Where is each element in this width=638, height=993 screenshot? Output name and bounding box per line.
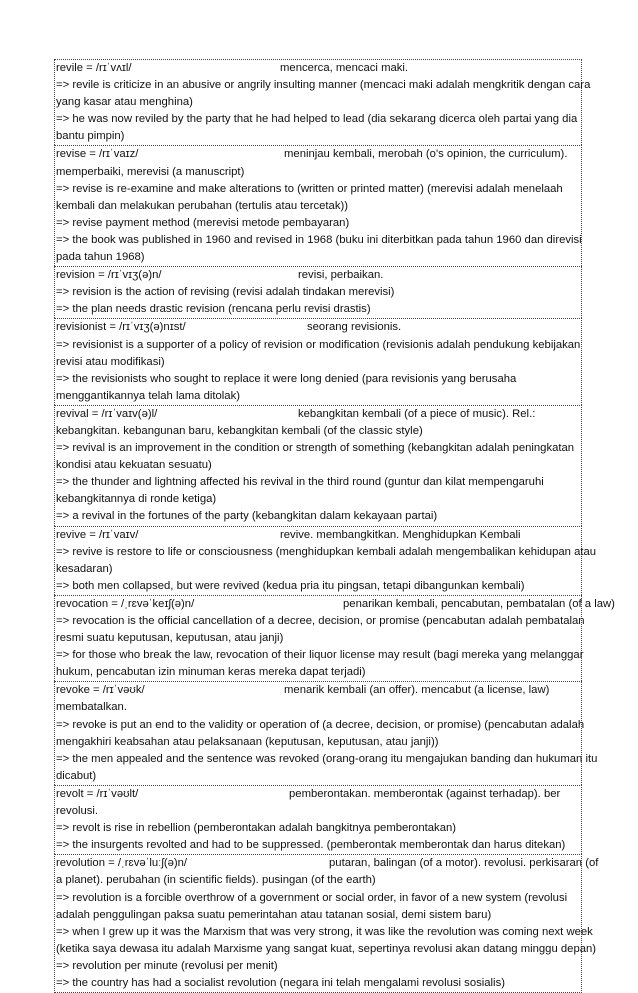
entry-term: revocation = /ˌrɛvəˈkeɪʃ(ə)n/ xyxy=(56,597,195,610)
vocabulary-document xyxy=(54,59,615,993)
example-line: bantu pimpin) xyxy=(56,130,125,143)
example-line: => the country has had a socialist revolution (negara ini telah mengalami revolusi sosialis) xyxy=(56,976,505,989)
example-line: yang kasar atau menghina) xyxy=(56,96,193,109)
example-line: menggantikannya telah lama ditolak) xyxy=(56,389,240,402)
example-line: kondisi atau kekuatan sesuatu) xyxy=(56,459,212,472)
example-line: => the plan needs drastic revision (rencana perlu revisi drastis) xyxy=(56,303,371,316)
entry-definition-continued: kebangkitan. kebangunan baru, kebangkitan kembali (of the classic style) xyxy=(56,424,423,437)
entry-term: revisionist = /rɪˈvɪʒ(ə)nɪst/ xyxy=(56,321,186,334)
dictionary-entry xyxy=(54,405,582,526)
example-line: => revisionist is a supporter of a policy of revision or modification (revisionis adalah pendukung kebijakan xyxy=(56,338,581,351)
entry-term: revise = /rɪˈvaɪz/ xyxy=(56,148,139,161)
example-sentence xyxy=(55,837,581,854)
example-sentence xyxy=(55,544,597,578)
entry-definition: revive. membangkitkan. Menghidupkan Kembali xyxy=(280,528,521,541)
entry-headline xyxy=(55,596,615,613)
example-sentence xyxy=(55,958,581,975)
entry-definition: penarikan kembali, pencabutan, pembatalan (of a law) xyxy=(343,597,615,610)
example-sentence xyxy=(55,77,591,111)
dictionary-entry xyxy=(54,59,591,145)
entry-definition: mencerca, mencaci maki. xyxy=(280,62,409,74)
entry-definition: putaran, balingan (of a motor). revolusi. perkisaran (of xyxy=(329,857,599,870)
example-line: => a revival in the fortunes of the party (kebangkitan dalam kekayaan partai) xyxy=(56,510,438,523)
dictionary-entry xyxy=(54,785,582,854)
example-line: => the book was published in 1960 and revised in 1968 (buku ini diterbitkan pada tahun 1960 dan direvisi xyxy=(56,233,582,246)
entry-definition: revisi, perbaikan. xyxy=(298,269,384,282)
example-line: => when I grew up it was the Marxism that was very strong, it was like the revolution was coming next week xyxy=(56,925,593,938)
dictionary-entry xyxy=(54,318,582,404)
example-sentence xyxy=(55,111,581,145)
entry-term: revolt = /rɪˈvəʊlt/ xyxy=(56,787,139,800)
example-line: pada tahun 1968) xyxy=(56,251,145,264)
example-sentence xyxy=(55,717,585,751)
entry-definition: pemberontakan. memberontak (against terhadap). ber xyxy=(289,787,561,800)
example-line: resmi suatu keputusan, keputusan, atau janji) xyxy=(56,632,284,645)
entry-definition-continued: a planet). perubahan (in scientific fields). pusingan (of the earth) xyxy=(56,874,376,887)
example-line: revisi atau modifikasi) xyxy=(56,355,165,368)
entry-term: revile = /rɪˈvʌɪl/ xyxy=(56,62,132,74)
entry-term: revival = /rɪˈvaɪv(ə)l/ xyxy=(56,407,158,420)
entry-headline xyxy=(55,60,581,77)
entry-definition-continued: membatalkan. xyxy=(56,701,127,714)
example-sentence xyxy=(55,440,581,474)
entry-headline xyxy=(55,855,599,872)
example-line: => for those who break the law, revocation of their liquor license may result (bagi mereka yang melanggar xyxy=(56,649,584,662)
example-line: => revision is the action of revising (revisi adalah tindakan merevisi) xyxy=(56,286,395,299)
example-sentence xyxy=(55,337,581,371)
entry-headline xyxy=(55,267,581,284)
example-sentence xyxy=(55,301,581,318)
example-line: kembali dan melakukan perubahan (tertulis atau tercetak)) xyxy=(56,199,348,212)
example-line: => the revisionists who sought to replace it were long denied (para revisionis yang berusaha xyxy=(56,372,517,385)
entry-definition-continued: revolusi. xyxy=(56,805,99,818)
example-line: => revocation is the official cancellation of a decree, decision, or promise (pencabutan adalah pembatalan xyxy=(56,615,585,627)
entry-term: revision = /rɪˈvɪʒ(ə)n/ xyxy=(56,269,162,282)
example-sentence xyxy=(55,284,581,301)
dictionary-entry xyxy=(54,854,599,993)
example-sentence xyxy=(55,890,581,924)
entry-headline xyxy=(55,406,581,423)
entry-term: revoke = /rɪˈvəʊk/ xyxy=(56,684,145,697)
example-line: hukum, pencabutan izin minuman keras mereka dapat terjadi) xyxy=(56,666,366,679)
example-line: => he was now reviled by the party that he had helped to lead (dia sekarang dicerca oleh partai yang dia xyxy=(56,113,578,126)
example-line: dicabut) xyxy=(56,769,97,782)
example-line: mengakhiri keabsahan atau pelaksanaan (keputusan, keputusan, atau janji)) xyxy=(56,735,439,748)
example-line: => revive is restore to life or consciousness (menghidupkan kembali adalah mengembalikan kehidupan atau xyxy=(56,545,597,558)
entry-definition-continued: memperbaiki, merevisi (a manuscript) xyxy=(56,165,245,178)
dictionary-entry xyxy=(54,681,598,785)
dictionary-entry xyxy=(54,145,582,266)
example-line: => revolution per minute (revolusi per menit) xyxy=(56,959,278,972)
entry-headline xyxy=(55,786,581,803)
example-sentence xyxy=(55,232,581,266)
example-line: => revival is an improvement in the condition or strength of something (kebangkitan adalah peningkatan xyxy=(56,442,575,455)
entry-headline xyxy=(55,319,581,336)
example-line: => revoke is put an end to the validity or operation of (a decree, decision, or promise) (pencabutan adalah xyxy=(56,718,585,731)
entry-definition: seorang revisionis. xyxy=(307,321,402,334)
example-sentence xyxy=(55,820,581,837)
entry-definition: menarik kembali (an offer). mencabut (a license, law) xyxy=(284,684,550,697)
example-sentence xyxy=(55,975,581,992)
example-sentence xyxy=(55,924,597,958)
example-line: adalah penggulingan paksa suatu pemerintahan atau tatanan sosial, demi sistem baru) xyxy=(56,908,492,921)
example-line: => revolution is a forcible overthrow of a government or social order, in favor of a new system (revolusi xyxy=(56,891,568,904)
entry-term: revive = /rɪˈvaɪv/ xyxy=(56,528,139,541)
example-line: => revise payment method (merevisi metode pembayaran) xyxy=(56,216,350,229)
example-sentence xyxy=(55,613,585,647)
entry-definition: meninjau kembali, merobah (o's opinion, the curriculum). xyxy=(284,148,568,161)
example-sentence xyxy=(55,578,581,595)
example-line: kesadaran) xyxy=(56,562,113,575)
example-line: => revise is re-examine and make alterations to (written or printed matter) (merevisi adalah menelaah xyxy=(56,182,563,195)
example-line: => the men appealed and the sentence was revoked (orang-orang itu mengajukan banding dan hukuman itu xyxy=(56,752,598,765)
example-sentence xyxy=(55,371,581,405)
entry-headline xyxy=(55,682,581,699)
example-line: kebangkitannya di ronde ketiga) xyxy=(56,493,217,506)
example-line: => revile is criticize in an abusive or angrily insulting manner (mencaci maki adalah mengkritik dengan cara xyxy=(56,79,591,92)
example-line: => both men collapsed, but were revived (kedua pria itu pingsan, tetapi dibangunkan kembali) xyxy=(56,579,525,592)
entry-term: revolution = /ˌrɛvəˈluːʃ(ə)n/ xyxy=(56,857,188,870)
dictionary-entry xyxy=(54,266,582,318)
entry-headline xyxy=(55,527,581,544)
example-line: => revolt is rise in rebellion (pemberontakan adalah bangkitnya pemberontakan) xyxy=(56,822,457,835)
example-sentence xyxy=(55,508,581,525)
dictionary-entry xyxy=(54,526,597,595)
entry-headline xyxy=(55,146,581,163)
example-line: => the insurgents revolted and had to be suppressed. (pemberontak memberontak dan harus ditekan) xyxy=(56,839,566,852)
example-line: => the thunder and lightning affected his revival in the third round (guntur dan kilat mempengaruhi xyxy=(56,476,544,489)
example-line: (ketika saya dewasa itu adalah Marxisme yang sangat kuat, sepertinya revolusi akan datang minggu depan) xyxy=(56,942,597,955)
entry-definition: kebangkitan kembali (of a piece of music). Rel.: xyxy=(298,407,536,420)
example-sentence xyxy=(55,181,581,215)
dictionary-entry xyxy=(54,595,615,681)
example-sentence xyxy=(55,215,581,232)
example-sentence xyxy=(55,647,584,681)
example-sentence xyxy=(55,474,581,508)
example-sentence xyxy=(55,751,598,785)
